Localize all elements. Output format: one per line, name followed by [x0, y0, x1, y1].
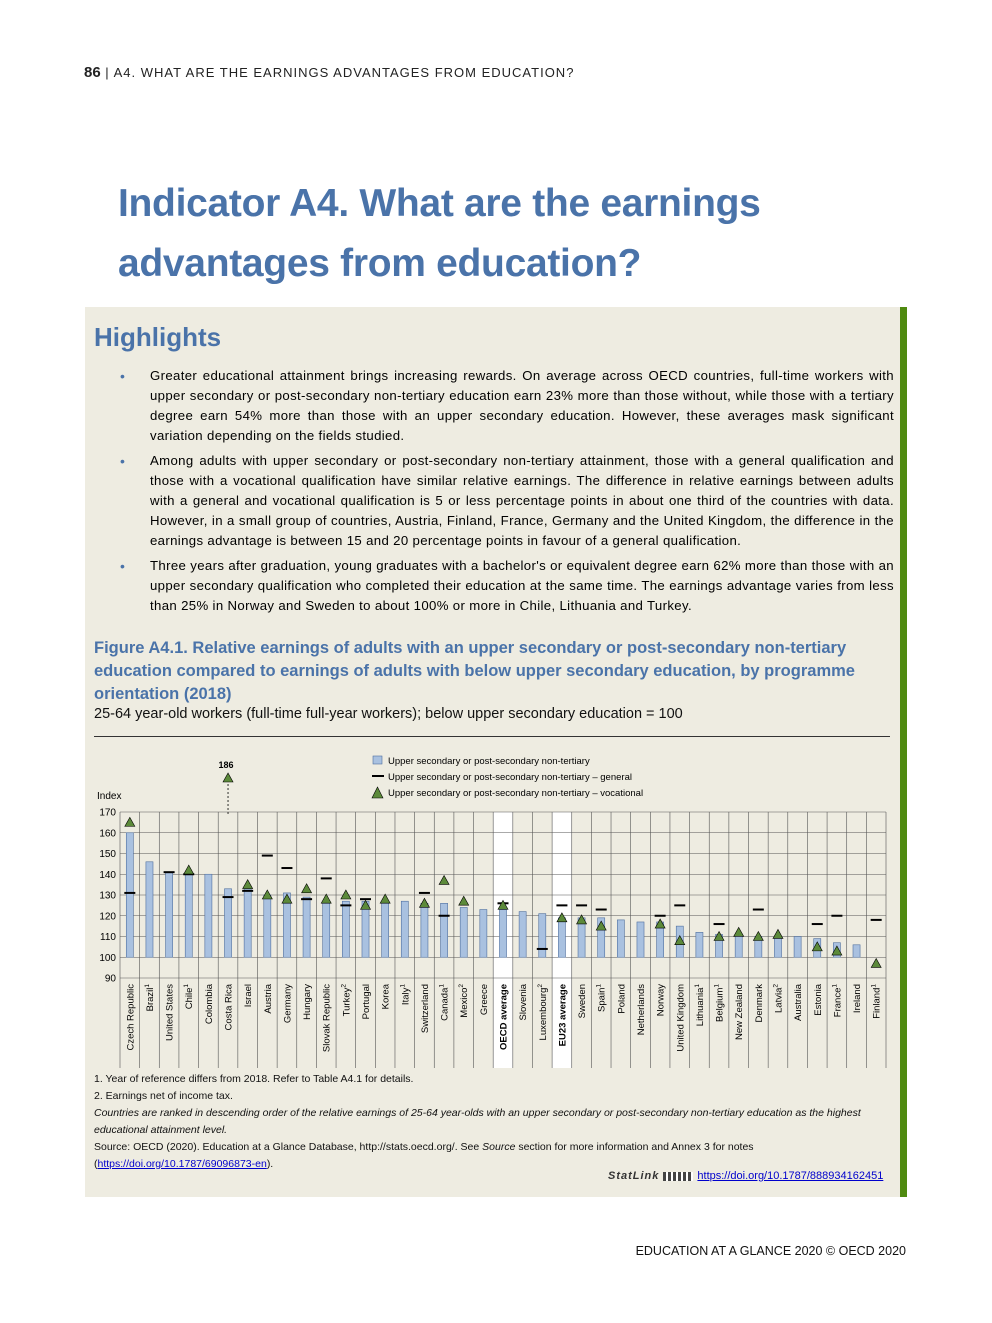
- y-tick-label: 140: [99, 869, 116, 881]
- category-footnote: 1: [183, 984, 191, 988]
- highlights-box-accent: [900, 307, 907, 1197]
- statlink: [608, 1170, 883, 1182]
- bar: [401, 901, 408, 957]
- category-label: Greece: [478, 984, 490, 1016]
- bar: [342, 901, 349, 957]
- category-label: OECD average: [498, 984, 510, 1051]
- y-tick-label: 90: [104, 973, 116, 985]
- bar: [617, 920, 624, 957]
- category-label: Poland: [616, 984, 628, 1014]
- category-label: Turkey$^2$: [340, 984, 353, 1017]
- category-label: Netherlands: [635, 984, 647, 1036]
- category-label: EU23 average: [557, 984, 569, 1047]
- category-label: Latvia$^2$: [772, 984, 785, 1013]
- figure-rule: [94, 736, 890, 737]
- category-footnote: 2: [772, 984, 780, 988]
- category-label: Italy$^1$: [399, 984, 412, 1006]
- bar: [205, 874, 212, 957]
- category-label: Belgium$^1$: [713, 984, 726, 1022]
- bar: [441, 903, 448, 957]
- category-footnote: 1: [399, 984, 407, 988]
- statlink-url[interactable]: https://doi.org/10.1787/888934162451: [697, 1170, 884, 1182]
- bar: [126, 833, 133, 958]
- category-label: Australia: [793, 984, 805, 1021]
- category-label: Switzerland: [419, 984, 431, 1034]
- category-label: Lithuania$^1$: [693, 984, 706, 1027]
- category-footnote: 1: [595, 984, 603, 988]
- note-ranking: Countries are ranked in descending order of the relative earnings of 25-64 year-olds with an upper secondary or post-secondary non-tertiary education as the highest educational attainment level.: [94, 1107, 861, 1136]
- category-label: Slovak Republic: [321, 984, 333, 1053]
- page-footer: EDUCATION AT A GLANCE 2020 © OECD 2020: [635, 1244, 906, 1258]
- category-footnote: 1: [831, 984, 839, 988]
- bar: [382, 901, 389, 957]
- category-label: Czech Republic: [125, 984, 137, 1051]
- y-tick-label: 110: [100, 932, 116, 943]
- page-number: 86: [84, 64, 101, 81]
- bar: [185, 874, 192, 957]
- y-tick-label: 130: [99, 890, 116, 902]
- figure-notes: [94, 1071, 894, 1173]
- bar: [794, 937, 801, 958]
- source-word: Source: [482, 1141, 516, 1153]
- highlight-text: Among adults with upper secondary or post-secondary non-tertiary attainment, those with a general qualification and those with a vocational qualification have similar relative earnings. The difference in relative earnings between adults with a general and vocational qualification is 5 or less percentage points in about one third of the countries with data. However, in a small group of countries, Austria, Finland, France, Germany and the United Kingdom, the difference in the earnings advantage is between 15 and 20 percentage points in favour of a general qualification.: [150, 453, 894, 548]
- note-2: 2. Earnings net of income tax.: [94, 1090, 233, 1102]
- highlight-text: Three years after graduation, young graduates with a bachelor's or equivalent degree earn 62% more than those with an upper secondary qualification who completed their education at the same time. The earnings advantage varies from less than 25% in Norway and Sweden to about 100% or more in Chile, Lithuania and Turkey.: [150, 558, 894, 613]
- category-label: Slovenia: [518, 984, 530, 1021]
- category-label: Norway: [655, 984, 667, 1017]
- y-tick-label: 120: [99, 911, 116, 923]
- category-footnote: 1: [870, 984, 878, 988]
- category-label: Finland$^1$: [870, 984, 883, 1019]
- category-label: Portugal: [361, 984, 373, 1020]
- y-axis-label: Index: [97, 791, 122, 802]
- bar: [146, 862, 153, 957]
- source-text: Source: OECD (2020). Education at a Glance Database, http://stats.oecd.org/. See: [94, 1141, 483, 1153]
- bar: [853, 945, 860, 957]
- running-head: [84, 64, 574, 81]
- bar: [637, 922, 644, 957]
- statlink-icon: [663, 1172, 693, 1181]
- bar: [323, 901, 330, 957]
- note-source: [94, 1139, 894, 1173]
- y-tick-label: 160: [99, 828, 116, 840]
- category-label: Canada$^1$: [438, 984, 451, 1021]
- highlight-item: [120, 556, 894, 616]
- category-footnote: 1: [693, 984, 701, 988]
- y-tick-label: 100: [99, 952, 116, 964]
- highlight-item: [120, 366, 894, 446]
- highlight-text: Greater educational attainment brings increasing rewards. On average across OECD countries, full-time workers with upper secondary or post-secondary non-tertiary education earn 23% more than those without, while those with a tertiary degree earn 54% more than those with an upper secondary education. However, these averages mask significant variation depending on the fields studied.: [150, 368, 894, 443]
- category-footnote: 2: [536, 984, 544, 988]
- legend-swatch-bar: [373, 756, 382, 764]
- bar: [499, 910, 506, 958]
- source-link[interactable]: https://doi.org/10.1787/69096873-en: [97, 1158, 267, 1170]
- category-label: Chile$^1$: [183, 984, 196, 1010]
- running-title: A4. WHAT ARE THE EARNINGS ADVANTAGES FROM EDUCATION?: [113, 65, 575, 80]
- statlink-label: StatLink: [608, 1170, 660, 1182]
- legend-label: Upper secondary or post-secondary non-tertiary – vocational: [388, 788, 644, 799]
- bar: [774, 937, 781, 958]
- category-label: Israel: [243, 984, 255, 1008]
- category-label: Denmark: [753, 984, 765, 1023]
- bar: [421, 903, 428, 957]
- category-label: Spain$^1$: [595, 984, 608, 1012]
- bullet-icon: •: [120, 558, 126, 574]
- bar: [264, 895, 271, 957]
- category-footnote: 1: [713, 984, 721, 988]
- category-label: Germany: [282, 984, 294, 1024]
- bar: [166, 872, 173, 957]
- highlights-title: Highlights: [94, 322, 222, 352]
- bar: [519, 912, 526, 958]
- y-tick-label: 170: [99, 807, 116, 819]
- highlights-list: [120, 366, 894, 621]
- bullet-icon: •: [120, 368, 126, 384]
- category-label: Costa Rica: [223, 984, 235, 1031]
- category-label: Austria: [262, 984, 274, 1014]
- source-end: ).: [266, 1158, 274, 1170]
- category-label: Mexico$^2$: [458, 984, 471, 1018]
- legend-label: Upper secondary or post-secondary non-tertiary – general: [388, 772, 632, 783]
- figure-subtitle: 25-64 year-old workers (full-time full-year workers); below upper secondary education = 100: [94, 706, 683, 722]
- offscale-label: 186: [218, 760, 234, 770]
- category-label: Luxembourg$^2$: [536, 984, 549, 1041]
- relative-earnings-chart: [90, 740, 895, 1070]
- bar: [244, 889, 251, 957]
- category-label: Hungary: [302, 984, 314, 1020]
- category-label: Korea: [380, 984, 392, 1010]
- category-footnote: 1: [143, 984, 151, 988]
- note-1: 1. Year of reference differs from 2018. Refer to Table A4.1 for details.: [94, 1073, 414, 1085]
- figure-title: Figure A4.1. Relative earnings of adults with an upper secondary or post-secondary non-tertiary education compared to earnings of adults with below upper secondary education, by programme orientation (2018): [94, 639, 855, 703]
- category-label: Estonia: [812, 984, 824, 1016]
- bar: [460, 907, 467, 957]
- bar: [480, 910, 487, 958]
- bar: [558, 918, 565, 957]
- vocational-marker: [223, 773, 233, 782]
- bullet-icon: •: [120, 453, 126, 469]
- highlight-item: [120, 451, 894, 551]
- y-tick-label: 150: [99, 849, 116, 860]
- bar: [696, 932, 703, 957]
- bar: [303, 897, 310, 957]
- source-text-2: section for more information and Annex 3 for notes (: [94, 1141, 754, 1170]
- category-footnote: 2: [340, 984, 348, 988]
- category-footnote: 1: [438, 984, 446, 988]
- category-label: Ireland: [852, 984, 864, 1014]
- category-label: United Kingdom: [675, 984, 687, 1052]
- category-label: Brazil$^1$: [143, 984, 156, 1012]
- category-label: Colombia: [203, 984, 215, 1025]
- bar: [539, 914, 546, 958]
- category-label: Sweden: [577, 984, 589, 1019]
- category-label: France$^1$: [831, 984, 844, 1018]
- legend-label: Upper secondary or post-secondary non-tertiary: [388, 756, 590, 767]
- bar: [224, 889, 231, 957]
- header-separator: |: [100, 65, 114, 80]
- indicator-title: Indicator A4. What are the earnings advantages from education?: [118, 182, 761, 285]
- category-label: New Zealand: [734, 984, 746, 1040]
- category-label: United States: [164, 984, 176, 1042]
- bar: [735, 934, 742, 957]
- legend-swatch-triangle: [372, 787, 383, 798]
- category-footnote: 2: [458, 984, 466, 988]
